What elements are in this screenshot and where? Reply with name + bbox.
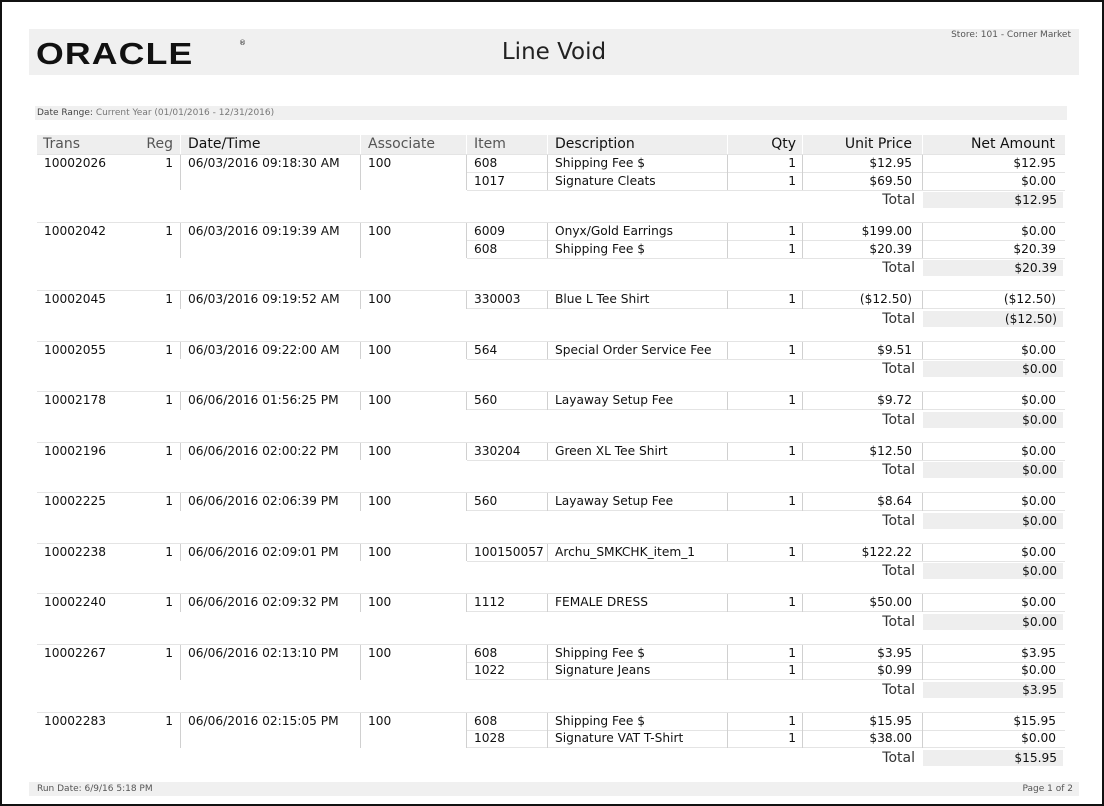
item-id: 564 <box>474 342 498 357</box>
item-unit-price: $38.00 <box>869 731 912 745</box>
column-divider <box>360 291 361 309</box>
column-header-datetime: Date/Time <box>181 135 360 154</box>
column-divider <box>180 645 181 680</box>
column-divider <box>922 493 923 511</box>
column-divider <box>466 645 467 680</box>
column-divider <box>727 291 728 309</box>
row-divider <box>467 747 1065 748</box>
row-divider <box>467 409 1065 410</box>
item-net-amount: $20.39 <box>1013 241 1056 256</box>
report-footer <box>29 782 1079 796</box>
column-divider <box>180 493 181 511</box>
associate-id: 100 <box>368 645 392 660</box>
item-qty: 1 <box>788 645 796 660</box>
column-divider <box>802 443 803 461</box>
oracle-logo: ORACLE <box>36 36 194 71</box>
column-divider <box>922 291 923 309</box>
item-qty: 1 <box>788 241 796 256</box>
column-divider <box>466 493 467 511</box>
item-net-amount: $0.00 <box>1021 494 1056 508</box>
item-unit-price: ($12.50) <box>859 292 912 306</box>
row-divider <box>467 561 1065 562</box>
column-divider <box>727 594 728 612</box>
trans-datetime: 06/06/2016 02:13:10 PM <box>188 645 339 660</box>
trans-datetime: 06/03/2016 09:19:39 AM <box>188 224 340 238</box>
associate-id: 100 <box>368 595 392 609</box>
column-header-reg: Reg <box>109 135 180 154</box>
item-qty: 1 <box>788 494 796 508</box>
total-label: Total <box>882 749 915 766</box>
total-label: Total <box>882 462 915 478</box>
total-amount: $0.00 <box>923 361 1063 377</box>
total-label: Total <box>882 613 915 630</box>
column-divider <box>922 713 923 748</box>
associate-id: 100 <box>368 494 392 508</box>
item-unit-price: $9.72 <box>877 393 912 407</box>
item-id: 608 <box>474 156 498 170</box>
trans-number: 10002240 <box>44 595 107 609</box>
column-header-net-amount: Net Amount <box>923 135 1065 154</box>
item-unit-price: $15.95 <box>869 713 912 728</box>
column-header-associate: Associate <box>361 135 466 154</box>
item-description: Shipping Fee $ <box>555 713 646 728</box>
block-divider <box>37 644 1065 645</box>
item-qty: 1 <box>788 342 796 357</box>
column-divider <box>180 291 181 309</box>
trans-number: 10002283 <box>44 713 107 728</box>
date-range-value: Current Year (01/01/2016 - 12/31/2016) <box>95 108 275 118</box>
trans-number: 10002045 <box>44 292 107 306</box>
item-net-amount: $0.00 <box>1021 224 1056 238</box>
column-divider <box>922 223 923 258</box>
column-divider <box>547 544 548 562</box>
column-divider <box>727 645 728 680</box>
column-divider <box>466 392 467 410</box>
trans-datetime: 06/06/2016 02:15:05 PM <box>188 713 339 728</box>
column-divider <box>547 594 548 612</box>
register-number: 1 <box>165 342 173 357</box>
item-qty: 1 <box>788 713 796 728</box>
trans-number: 10002267 <box>44 645 107 660</box>
column-divider <box>547 155 548 190</box>
column-divider <box>466 342 467 360</box>
column-divider <box>547 392 548 410</box>
associate-id: 100 <box>368 544 392 559</box>
report-header <box>29 29 1079 75</box>
total-label: Total <box>882 512 915 529</box>
column-divider <box>922 392 923 410</box>
register-number: 1 <box>165 645 173 660</box>
column-divider <box>547 443 548 461</box>
total-label: Total <box>882 260 915 276</box>
total-amount: $15.95 <box>923 750 1063 766</box>
column-divider <box>180 342 181 360</box>
item-qty: 1 <box>788 393 796 407</box>
item-net-amount: ($12.50) <box>1003 292 1056 306</box>
trans-datetime: 06/06/2016 02:09:32 PM <box>188 595 339 609</box>
item-unit-price: $3.95 <box>877 645 912 660</box>
total-amount: $0.00 <box>923 462 1063 478</box>
row-divider <box>467 359 1065 360</box>
column-divider <box>802 392 803 410</box>
trans-number: 10002225 <box>44 494 107 508</box>
item-description: Signature Jeans <box>555 663 651 677</box>
block-divider <box>37 391 1065 392</box>
block-divider <box>37 442 1065 443</box>
date-range-label: Date Range: <box>37 108 93 118</box>
column-divider <box>802 594 803 612</box>
column-divider <box>727 544 728 562</box>
item-id: 330204 <box>474 443 521 458</box>
column-divider <box>180 544 181 562</box>
item-description: Shipping Fee $ <box>555 645 646 660</box>
column-divider <box>180 443 181 461</box>
column-divider <box>547 223 548 258</box>
row-divider <box>467 510 1065 511</box>
item-unit-price: $199.00 <box>861 224 912 238</box>
column-divider <box>180 594 181 612</box>
item-qty: 1 <box>788 173 796 188</box>
column-divider <box>802 713 803 748</box>
item-qty: 1 <box>788 292 796 306</box>
item-id: 608 <box>474 645 498 660</box>
row-divider <box>467 460 1065 461</box>
column-divider <box>547 342 548 360</box>
block-divider <box>37 290 1065 291</box>
item-id: 100150057 <box>474 544 544 559</box>
register-number: 1 <box>165 544 173 559</box>
associate-id: 100 <box>368 342 392 357</box>
block-divider <box>37 492 1065 493</box>
column-divider <box>360 392 361 410</box>
item-net-amount: $0.00 <box>1021 731 1056 745</box>
row-divider <box>467 258 1065 259</box>
column-divider <box>802 291 803 309</box>
column-divider <box>802 544 803 562</box>
column-divider <box>727 713 728 748</box>
column-header-item: Item <box>467 135 547 154</box>
column-divider <box>360 594 361 612</box>
item-qty: 1 <box>788 443 796 458</box>
trans-number: 10002196 <box>44 443 107 458</box>
column-divider <box>360 544 361 562</box>
total-amount: $0.00 <box>923 513 1063 529</box>
column-header-unit-price: Unit Price <box>803 135 922 154</box>
run-date: Run Date: 6/9/16 5:18 PM <box>37 784 153 794</box>
item-id: 1028 <box>474 731 506 745</box>
column-divider <box>466 443 467 461</box>
item-unit-price: $122.22 <box>861 544 912 559</box>
trans-datetime: 06/03/2016 09:19:52 AM <box>188 292 340 306</box>
item-description: Signature VAT T-Shirt <box>555 731 684 745</box>
item-id: 608 <box>474 241 498 256</box>
total-amount: $12.95 <box>923 192 1063 208</box>
item-description: FEMALE DRESS <box>555 595 648 609</box>
item-net-amount: $0.00 <box>1021 663 1056 677</box>
total-amount: $0.00 <box>923 563 1063 579</box>
block-divider <box>37 593 1065 594</box>
item-net-amount: $0.00 <box>1021 595 1056 609</box>
item-net-amount: $12.95 <box>1013 156 1056 170</box>
column-divider <box>547 645 548 680</box>
column-divider <box>922 594 923 612</box>
trans-datetime: 06/06/2016 01:56:25 PM <box>188 393 339 407</box>
trans-number: 10002178 <box>44 393 107 407</box>
item-description: Archu_SMKCHK_item_1 <box>555 544 696 559</box>
column-divider <box>802 493 803 511</box>
total-label: Total <box>882 310 915 327</box>
row-divider <box>467 190 1065 191</box>
item-id: 608 <box>474 713 498 728</box>
register-number: 1 <box>165 156 173 170</box>
item-description: Special Order Service Fee <box>555 342 712 357</box>
column-divider <box>922 645 923 680</box>
item-qty: 1 <box>788 224 796 238</box>
report-title: Line Void <box>501 39 607 65</box>
item-id: 6009 <box>474 224 506 238</box>
column-divider <box>360 443 361 461</box>
column-divider <box>180 223 181 258</box>
item-net-amount: $0.00 <box>1021 342 1056 357</box>
block-divider <box>37 341 1065 342</box>
column-divider <box>802 645 803 680</box>
item-description: Layaway Setup Fee <box>555 494 674 508</box>
column-divider <box>360 713 361 748</box>
register-number: 1 <box>165 224 173 238</box>
trans-datetime: 06/03/2016 09:18:30 AM <box>188 156 340 170</box>
item-description: Blue L Tee Shirt <box>555 292 650 306</box>
item-qty: 1 <box>788 731 796 745</box>
block-divider <box>37 222 1065 223</box>
item-net-amount: $0.00 <box>1021 173 1056 188</box>
column-divider <box>360 342 361 360</box>
item-id: 560 <box>474 393 498 407</box>
item-net-amount: $0.00 <box>1021 443 1056 458</box>
total-amount: $3.95 <box>923 682 1063 698</box>
register-number: 1 <box>165 292 173 306</box>
item-qty: 1 <box>788 544 796 559</box>
item-description: Signature Cleats <box>555 173 656 188</box>
register-number: 1 <box>165 443 173 458</box>
column-divider <box>180 392 181 410</box>
item-unit-price: $12.95 <box>869 156 912 170</box>
item-unit-price: $12.50 <box>869 443 912 458</box>
register-number: 1 <box>165 393 173 407</box>
item-unit-price: $0.99 <box>877 663 912 677</box>
associate-id: 100 <box>368 393 392 407</box>
item-description: Shipping Fee $ <box>555 241 646 256</box>
trans-number: 10002042 <box>44 224 107 238</box>
item-qty: 1 <box>788 663 796 677</box>
column-divider <box>180 155 181 190</box>
block-divider <box>37 712 1065 713</box>
column-divider <box>360 493 361 511</box>
column-divider <box>802 223 803 258</box>
column-divider <box>727 342 728 360</box>
item-description: Green XL Tee Shirt <box>555 443 668 458</box>
register-number: 1 <box>165 494 173 508</box>
column-header-trans: Trans <box>37 135 109 154</box>
item-qty: 1 <box>788 156 796 170</box>
total-amount: $0.00 <box>923 412 1063 428</box>
associate-id: 100 <box>368 156 392 170</box>
item-description: Layaway Setup Fee <box>555 393 674 407</box>
column-divider <box>360 155 361 190</box>
column-header-qty: Qty <box>728 135 802 154</box>
column-divider <box>922 544 923 562</box>
total-label: Total <box>882 563 915 579</box>
item-net-amount: $0.00 <box>1021 393 1056 407</box>
column-divider <box>727 392 728 410</box>
column-divider <box>802 342 803 360</box>
total-label: Total <box>882 411 915 428</box>
associate-id: 100 <box>368 224 392 238</box>
item-unit-price: $69.50 <box>869 173 912 188</box>
item-net-amount: $0.00 <box>1021 544 1056 559</box>
column-divider <box>547 713 548 748</box>
item-id: 330003 <box>474 292 521 306</box>
column-divider <box>727 443 728 461</box>
column-divider <box>466 155 467 190</box>
column-divider <box>180 713 181 748</box>
column-divider <box>727 493 728 511</box>
total-amount: $20.39 <box>923 260 1063 276</box>
column-divider <box>727 223 728 258</box>
item-description: Onyx/Gold Earrings <box>555 224 673 238</box>
column-divider <box>466 544 467 562</box>
trans-datetime: 06/06/2016 02:06:39 PM <box>188 494 339 508</box>
row-divider <box>467 611 1065 612</box>
row-divider <box>467 679 1065 680</box>
column-divider <box>802 155 803 190</box>
associate-id: 100 <box>368 292 392 306</box>
item-unit-price: $9.51 <box>877 342 912 357</box>
block-divider <box>37 543 1065 544</box>
item-qty: 1 <box>788 595 796 609</box>
column-divider <box>922 342 923 360</box>
column-divider <box>466 223 467 258</box>
register-number: 1 <box>165 595 173 609</box>
item-id: 1017 <box>474 173 506 188</box>
total-label: Total <box>882 192 915 208</box>
trans-number: 10002238 <box>44 544 107 559</box>
item-unit-price: $8.64 <box>877 494 912 508</box>
column-divider <box>727 155 728 190</box>
item-id: 560 <box>474 494 498 508</box>
column-divider <box>922 155 923 190</box>
associate-id: 100 <box>368 443 392 458</box>
trans-datetime: 06/06/2016 02:00:22 PM <box>188 443 339 458</box>
column-divider <box>360 645 361 680</box>
column-divider <box>466 594 467 612</box>
trans-datetime: 06/03/2016 09:22:00 AM <box>188 342 340 357</box>
register-number: 1 <box>165 713 173 728</box>
registered-mark: ® <box>239 39 246 47</box>
item-id: 1112 <box>474 595 506 609</box>
column-divider <box>547 291 548 309</box>
item-net-amount: $3.95 <box>1021 645 1056 660</box>
store-label: Store: 101 - Corner Market <box>951 30 1071 40</box>
row-divider <box>467 308 1065 309</box>
column-divider <box>547 493 548 511</box>
item-id: 1022 <box>474 663 506 677</box>
total-label: Total <box>882 681 915 698</box>
item-unit-price: $50.00 <box>869 595 912 609</box>
total-amount: $0.00 <box>923 614 1063 630</box>
total-label: Total <box>882 361 915 377</box>
associate-id: 100 <box>368 713 392 728</box>
column-divider <box>360 223 361 258</box>
page-number: Page 1 of 2 <box>1022 784 1073 794</box>
column-divider <box>466 291 467 309</box>
column-divider <box>466 713 467 748</box>
trans-number: 10002055 <box>44 342 107 357</box>
block-divider <box>37 154 1065 155</box>
trans-number: 10002026 <box>44 156 107 170</box>
column-header-description: Description <box>548 135 727 154</box>
trans-datetime: 06/06/2016 02:09:01 PM <box>188 544 339 559</box>
item-net-amount: $15.95 <box>1013 713 1056 728</box>
item-unit-price: $20.39 <box>869 241 912 256</box>
item-description: Shipping Fee $ <box>555 156 646 170</box>
total-amount: ($12.50) <box>923 311 1063 327</box>
date-range <box>35 106 1067 120</box>
column-divider <box>922 443 923 461</box>
